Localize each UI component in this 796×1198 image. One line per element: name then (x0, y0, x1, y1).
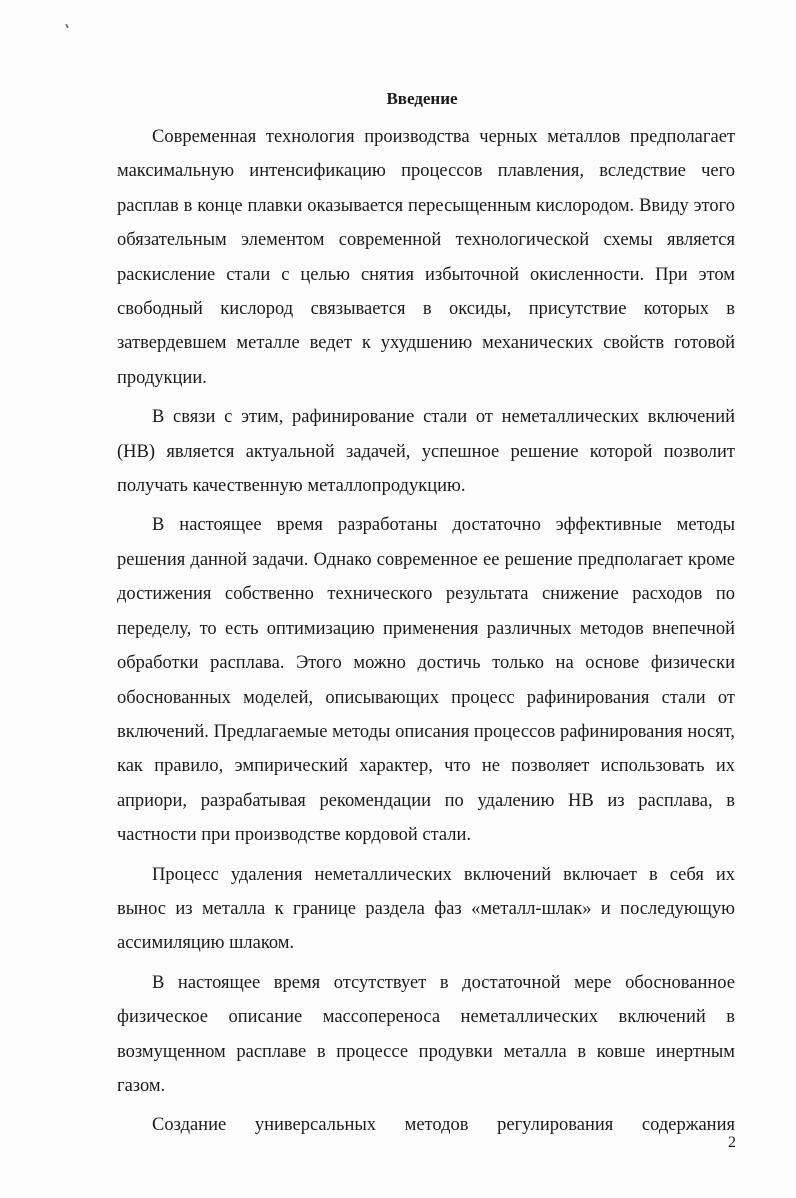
paragraph-5: В настоящее время отсутствует в достаточной мере обоснованное физическое описание массопереноса неметаллических включений в возмущенном расплаве в процессе продувки металла в ковше инертным газом. (117, 972, 735, 1096)
page-number: 2 (728, 1134, 736, 1151)
paragraph-1: Современная технология производства черных металлов предполагает максимальную интенсификацию процессов плавления, вследствие чего расплав в конце плавки оказывается пересыщенным кислородом. Ввиду этого обязательным элементом современной технологической схемы является раскисление стали с целью снятия избыточной окисленности. При этом свободный кислород связывается в оксиды, присутствие которых в затвердевшем металле ведет к ухудшению механических свойств готовой продукции. (117, 127, 735, 388)
paragraph-2: В связи с этим, рафинирование стали от неметаллических включений (НВ) является актуальной задачей, успешное решение которой позволит получать качественную металлопродукцию. (117, 407, 735, 497)
paragraph-3: В настоящее время разработаны достаточно эффективные методы решения данной задачи. Однако современное ее решение предполагает кроме достижения собственно технического результата снижение расходов по переделу, то есть оптимизацию применения различных методов внепечной обработки расплава. Этого можно достичь только на основе физически обоснованных моделей, описывающих процесс рафинирования стали от включений. Предлагаемые методы описания процессов рафинирования носят, как правило, эмпирический характер, что не позволяет использовать их априори, разрабатывая рекомендации по удалению НВ из расплава, в частности при производстве кордовой стали. (117, 515, 735, 846)
paragraph-4: Процесс удаления неметаллических включений включает в себя их вынос из металла к границе раздела фаз «металл-шлак» и последующую ассимиляцию шлаком. (117, 864, 735, 954)
paragraph-6: Создание универсальных методов регулирования содержания (152, 1115, 735, 1136)
page-title: Введение (386, 89, 458, 108)
body-text (117, 120, 735, 1148)
scan-speck (65, 24, 69, 28)
